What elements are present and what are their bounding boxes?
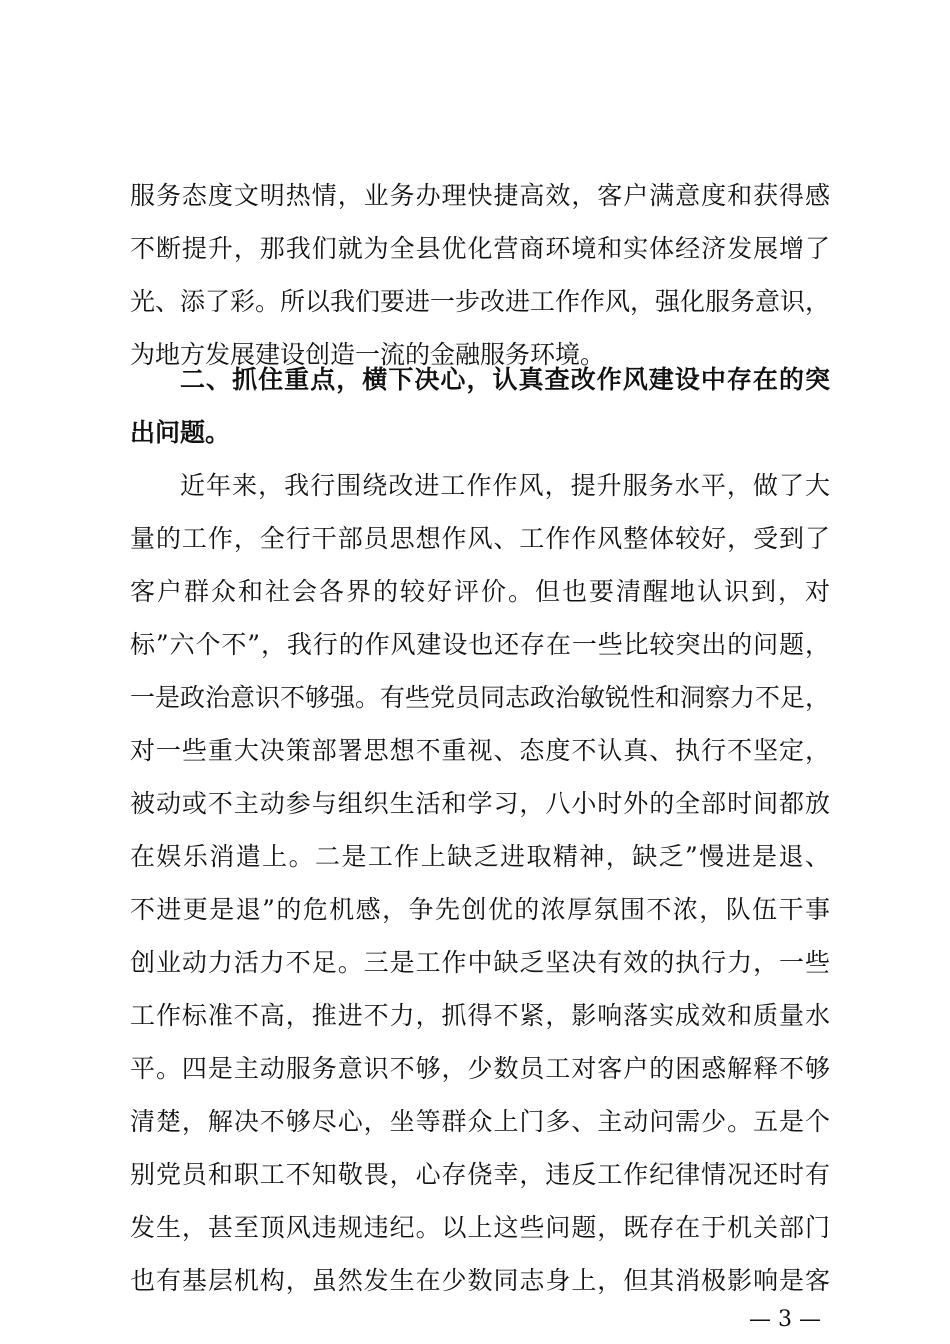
text-line: 在娱乐消遣上。二是工作上缺乏进取精神，缺乏”慢进是退、 [130, 842, 830, 871]
text-line: 平。四是主动服务意识不够，少数员工对客户的困惑解释不够 [130, 1054, 830, 1083]
text-line: 量的工作，全行干部员思想作风、工作作风整体较好，受到了 [130, 524, 830, 553]
text-line: 为地方发展建设创造一流的金融服务环境。 [130, 340, 606, 369]
text-line: 标”六个不”，我行的作风建设也还存在一些比较突出的问题， [130, 630, 830, 659]
text-line: 也有基层机构，虽然发生在少数同志身上，但其消极影响是客 [130, 1266, 830, 1295]
text-line: 清楚，解决不够尽心，坐等群众上门多、主动问需少。五是个 [130, 1107, 830, 1136]
text-line: 不进更是退”的危机感，争先创优的浓厚氛围不浓，队伍干事 [130, 895, 830, 924]
text-line: 工作标准不高，推进不力，抓得不紧，影响落实成效和质量水 [130, 1001, 830, 1030]
text-line: 一是政治意识不够强。有些党员同志政治敏锐性和洞察力不足， [130, 683, 831, 712]
paragraph-first-line: 近年来，我行围绕改进工作作风，提升服务水平，做了大 [180, 471, 830, 500]
text-line: 不断提升，那我们就为全县优化营商环境和实体经济发展增了 [130, 234, 830, 263]
text-line: 服务态度文明热情，业务办理快捷高效，客户满意度和获得感 [130, 181, 830, 210]
text-line: 创业动力活力不足。三是工作中缺乏坚决有效的执行力，一些 [130, 948, 830, 977]
section-heading-line: 出问题。 [130, 418, 231, 447]
text-line: 被动或不主动参与组织生活和学习，八小时外的全部时间都放 [130, 789, 830, 818]
text-line: 发生，甚至顶风违规违纪。以上这些问题，既存在于机关部门 [130, 1213, 830, 1242]
text-line: 对一些重大决策部署思想不重视、态度不认真、执行不坚定， [130, 736, 830, 765]
section-heading-line: 二、抓住重点，横下决心，认真查改作风建设中存在的突 [180, 365, 830, 394]
text-line: 光、添了彩。所以我们要进一步改进工作作风，强化服务意识， [130, 287, 831, 316]
text-line: 客户群众和社会各界的较好评价。但也要清醒地认识到，对 [130, 577, 830, 606]
page-number: — 3 — [749, 1307, 821, 1332]
text-line: 别党员和职工不知敬畏，心存侥幸，违反工作纪律情况还时有 [130, 1160, 830, 1189]
